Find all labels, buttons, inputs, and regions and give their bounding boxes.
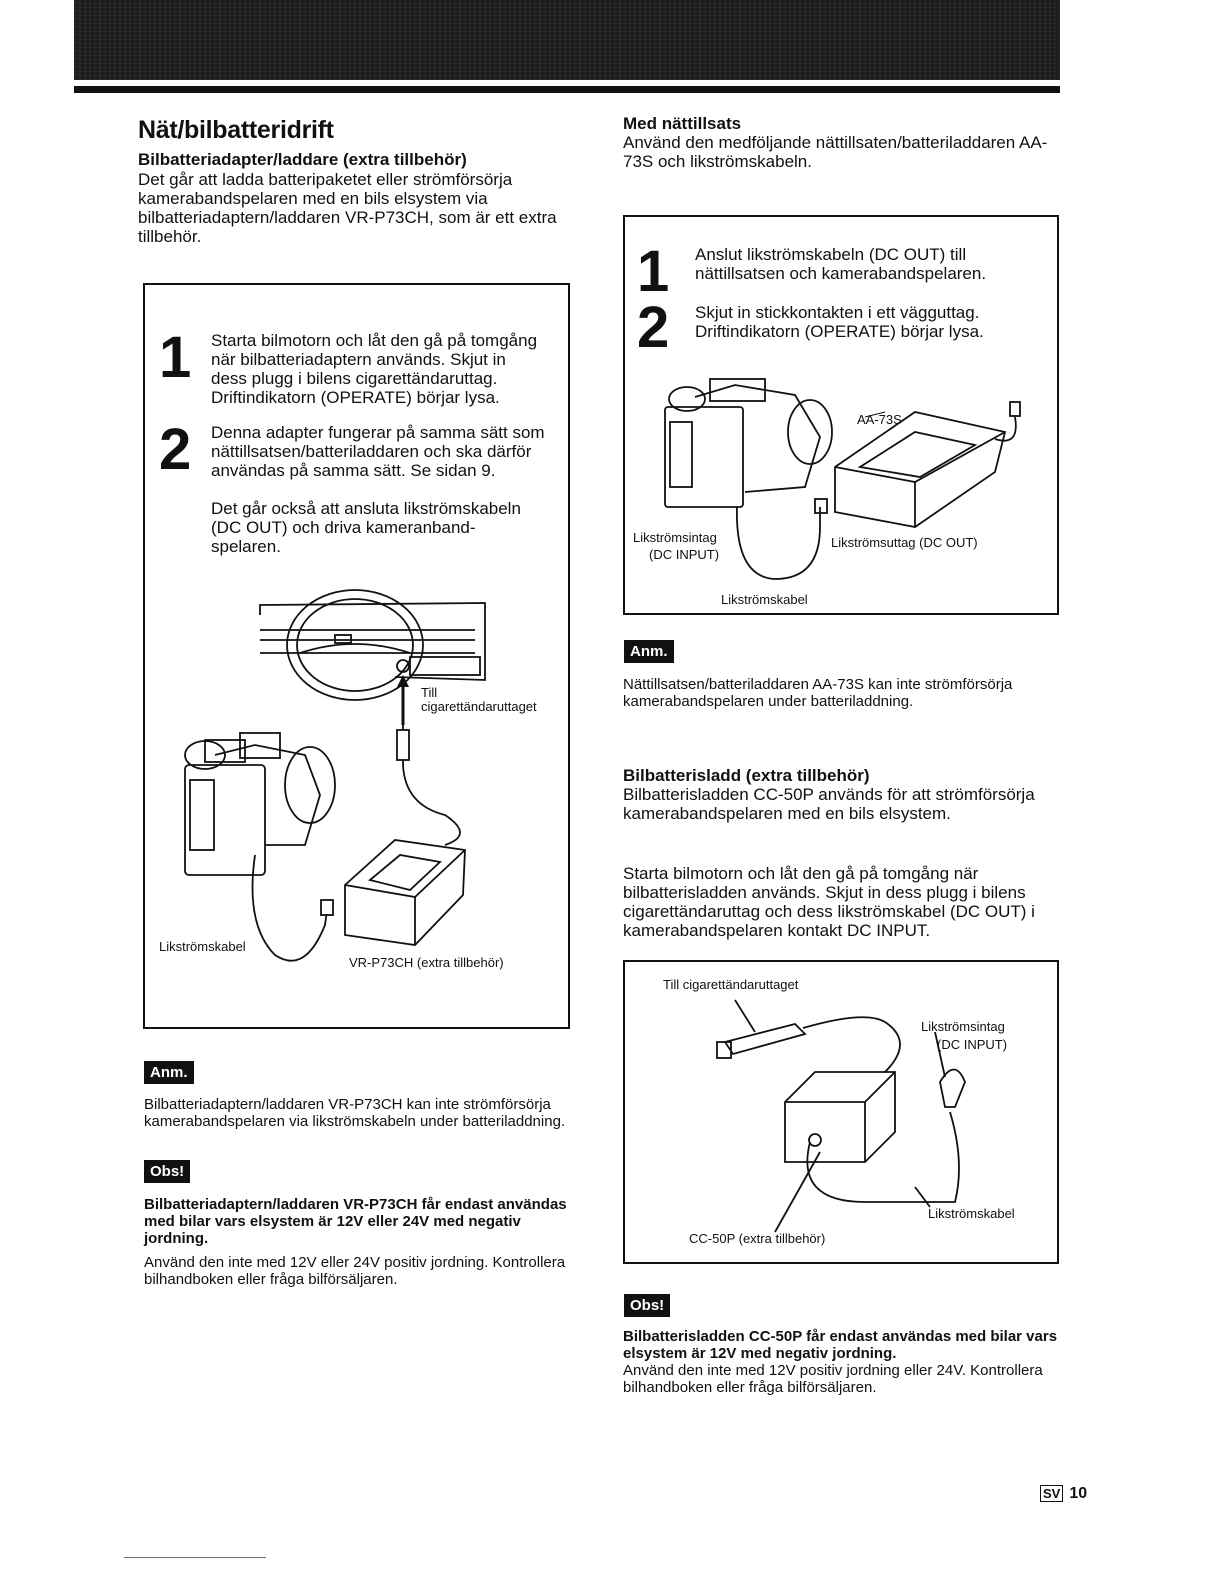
left-anm-badge: [144, 1061, 194, 1084]
right-sub2-text: Bilbatterisladden CC-50P används för att strömförsörja kamerabandspelaren med en bils elsystem.: [623, 785, 1035, 823]
page-footer: [1040, 1485, 1087, 1503]
page-title: Nät/bilbatteridrift: [138, 116, 334, 144]
right-anm-badge: [624, 640, 674, 663]
label-cc-input-2: (DC INPUT): [937, 1037, 1008, 1052]
right-paragraph: Starta bilmotorn och låt den gå på tomgång när bilbatterisladden används. Skjut in dess plugg i bilens cigarettändaruttag och dess likströmskabel (DC OUT) i kamerabandspelaren kontakt DC INPUT.: [623, 864, 1035, 940]
label-vr-p73ch: VR-P73CH (extra tillbehör): [349, 955, 504, 970]
car-adapter-illustration: [145, 285, 572, 1031]
header-band: [74, 0, 1060, 80]
left-obs-text: Använd den inte med 12V eller 24V positiv jordning. Kontrollera bilhandboken eller fråga bilförsäljaren.: [144, 1254, 566, 1288]
right-obs-bold: Bilbatterisladden CC-50P får endast användas med bilar vars elsystem är 12V med negativ jordning.: [623, 1328, 1058, 1362]
right-obs-badge: [624, 1294, 670, 1317]
header-rule: [74, 86, 1060, 93]
label-dc-cable-left: Likströmskabel: [159, 939, 246, 954]
anm-tag-right: Anm.: [624, 640, 674, 663]
step-2-text: Denna adapter fungerar på samma sätt som nättillsatsen/batteriladdaren och ska därför användas på samma sätt. Se sidan 9.: [211, 423, 545, 480]
language-badge: SV: [1040, 1485, 1063, 1502]
label-cc-cable: Likströmskabel: [928, 1206, 1015, 1221]
label-till: Till: [421, 685, 438, 700]
step-1-text: Starta bilmotorn och låt den gå på tomgång när bilbatteriadaptern används. Skjut in dess plugg i bilens cigarettändaruttag. Driftindikatorn (OPERATE) börjar lysa.: [211, 331, 538, 407]
left-obs-badge: [144, 1160, 190, 1183]
page-number: 10: [1069, 1485, 1088, 1502]
left-instruction-box: [143, 283, 570, 1029]
step-1-number: 1: [159, 325, 192, 390]
label-cigarette-socket: cigarettändaruttaget: [421, 699, 537, 714]
step-2-number: 2: [159, 417, 192, 482]
label-cc-input-1: Likströmsintag: [921, 1019, 1005, 1034]
label-cc50p: CC-50P (extra tillbehör): [689, 1231, 826, 1246]
r-step-2-text: Skjut in stickkontakten i ett vägguttag. Driftindikatorn (OPERATE) börjar lysa.: [695, 303, 984, 341]
obs-tag: Obs!: [144, 1160, 190, 1183]
left-subtitle: Bilbatteriadapter/laddare (extra tillbehör): [138, 150, 467, 169]
r-step-1-number: 1: [637, 239, 670, 304]
label-dc-input-1: Likströmsintag: [633, 530, 717, 545]
step-2-text-extra: Det går också att ansluta likströmskabeln (DC OUT) och driva kameranband-spelaren.: [211, 499, 521, 556]
right-obs-text: Använd den inte med 12V positiv jordning eller 24V. Kontrollera bilhandboken eller fråga bilförsäljaren.: [623, 1362, 1043, 1396]
label-dc-cable-right: Likströmskabel: [721, 592, 808, 607]
left-intro: Det går att ladda batteripaketet eller strömförsörja kamerabandspelaren med en bils elsystem via bilbatteriadaptern/laddaren VR-P73CH, som är ett extra tillbehör.: [138, 170, 557, 246]
right-subtitle: Med nättillsats: [623, 114, 742, 133]
left-anm-text: Bilbatteriadaptern/laddaren VR-P73CH kan inte strömförsörja kamerabandspelaren via likströmskabeln under batteriladdning.: [144, 1096, 566, 1130]
left-obs-bold: Bilbatteriadaptern/laddaren VR-P73CH får endast användas med bilar vars elsystem är 12V eller 24V med negativ jordning.: [144, 1196, 567, 1247]
label-till-cig: Till cigarettändaruttaget: [663, 977, 799, 992]
label-aa73s: AA-73S: [857, 412, 902, 427]
r-step-2-number: 2: [637, 295, 670, 360]
right-subtitle-2: Bilbatterisladd (extra tillbehör): [623, 766, 870, 785]
obs-tag-right: Obs!: [624, 1294, 670, 1317]
cc50p-figure-box: [623, 960, 1059, 1264]
label-dc-input-2: (DC INPUT): [649, 547, 720, 562]
right-intro: Använd den medföljande nättillsaten/batteriladdaren AA-73S och likströmskabeln.: [623, 133, 1048, 171]
anm-tag: Anm.: [144, 1061, 194, 1084]
bottom-rule: [124, 1557, 266, 1558]
label-dc-out: Likströmsuttag (DC OUT): [831, 535, 978, 550]
right-instruction-box: [623, 215, 1059, 615]
r-step-1-text: Anslut likströmskabeln (DC OUT) till nättillsatsen och kamerabandspelaren.: [695, 245, 987, 283]
right-anm-text: Nättillsatsen/batteriladdaren AA-73S kan inte strömförsörja kamerabandspelaren under batteriladdning.: [623, 676, 1013, 710]
